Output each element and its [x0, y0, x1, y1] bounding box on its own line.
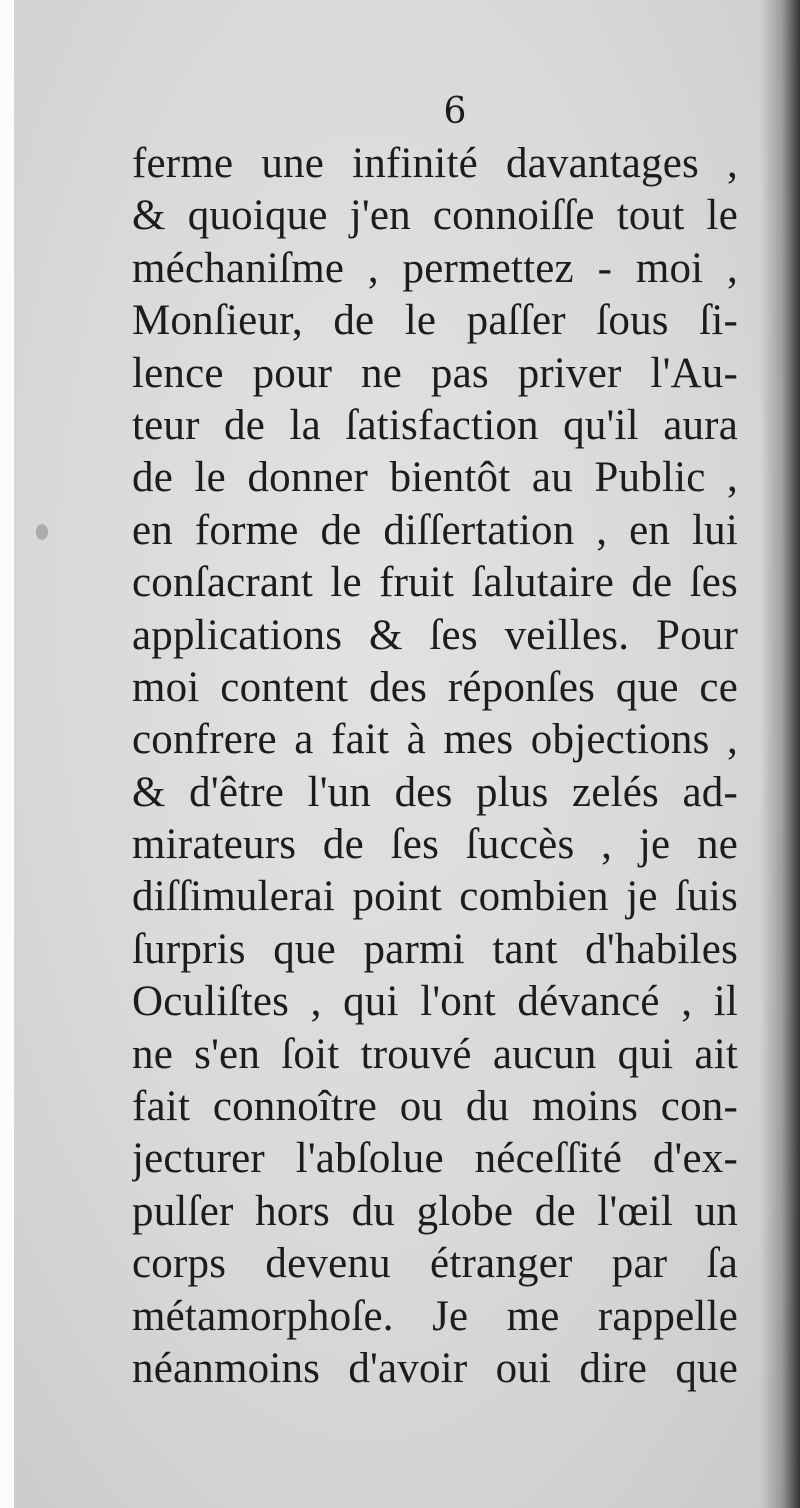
text-line: teur de la ſatisfaction qu'il aura [132, 401, 738, 449]
text-line: Oculiſtes , qui l'ont dévancé , il [132, 978, 738, 1026]
text-line: applications & ſes veilles. Pour [132, 611, 738, 659]
text-line: Monſieur, de le paſſer ſous ſi- [132, 297, 738, 345]
paper-speck [36, 524, 48, 540]
text-line: ferme une infinité davantages , [132, 140, 738, 187]
text-line: diſſimulerai point combien je ſuis [132, 873, 738, 921]
text-line: méchaniſme , permettez - moi , [132, 244, 738, 292]
text-line: néanmoins d'avoir oui dire que [132, 1344, 738, 1392]
text-line: mirateurs de ſes ſuccès , je ne [132, 821, 738, 869]
text-line: jecturer l'abſolue néceſſité d'ex- [132, 1135, 738, 1183]
text-line: lence pour ne pas priver l'Au- [132, 349, 738, 397]
text-line: de le donner bientôt au Public , [132, 454, 738, 502]
text-line: ſurpris que parmi tant d'habiles [132, 925, 738, 973]
text-line: ne s'en ſoit trouvé aucun qui ait [132, 1030, 738, 1078]
text-line: en forme de diſſertation , en lui [132, 506, 738, 554]
binding-shadow [760, 0, 800, 1508]
text-line: & d'être l'un des plus zelés ad- [132, 768, 738, 816]
left-margin-band [0, 0, 14, 1508]
text-line: métamorphoſe. Je me rappelle [132, 1292, 738, 1340]
text-line: pulſer hors du globe de l'œil un [132, 1187, 738, 1235]
page-number: 6 [443, 91, 467, 132]
text-line: corps devenu étranger par ſa [132, 1240, 738, 1288]
text-line: fait connoître ou du moins con- [132, 1083, 738, 1131]
text-line: confrere a fait à mes objections , [132, 716, 738, 764]
body-text [132, 138, 738, 1398]
text-line: conſacrant le fruit ſalutaire de ſes [132, 559, 738, 607]
text-line: moi content des réponſes que ce [132, 663, 738, 711]
text-line: & quoique j'en connoiſſe tout le [132, 192, 738, 240]
